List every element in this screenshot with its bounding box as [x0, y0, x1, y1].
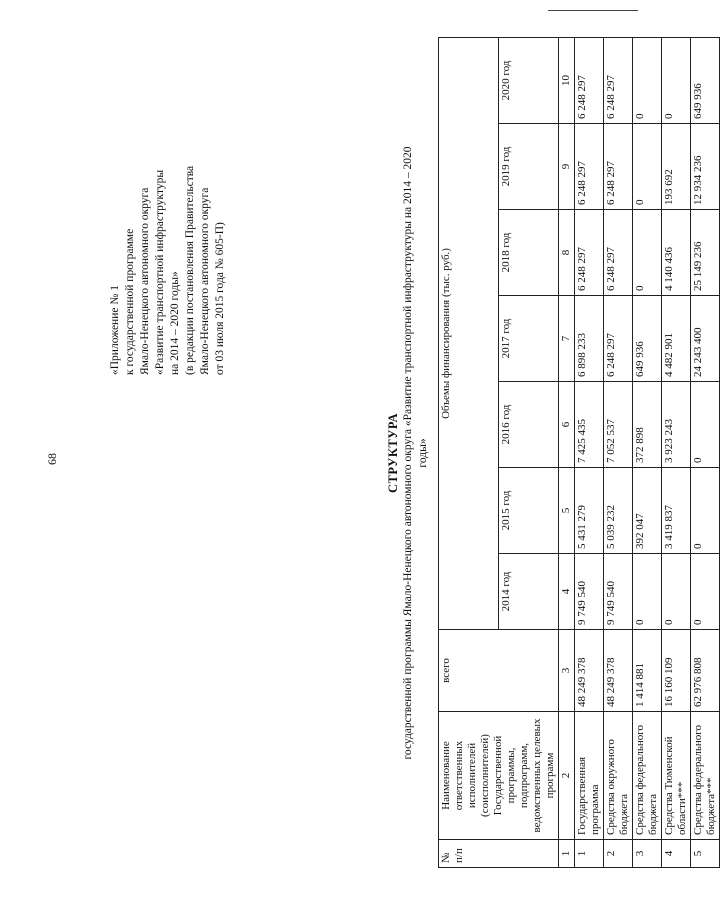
row-value: 9 749 540 — [575, 554, 604, 630]
appendix-line: (в редакции постановления Правительства — [184, 165, 196, 375]
column-index: 6 — [559, 382, 575, 468]
appendix-line: «Развитие транспортной инфраструктуры — [154, 169, 166, 375]
row-num: 5 — [691, 840, 720, 868]
row-value: 3 923 243 — [662, 382, 691, 468]
row-value: 6 248 297 — [604, 210, 633, 296]
row-value: 25 149 236 — [691, 210, 720, 296]
row-value: 0 — [662, 554, 691, 630]
row-num: 4 — [662, 840, 691, 868]
row-value: 649 936 — [691, 37, 720, 123]
row-value: 9 749 540 — [604, 554, 633, 630]
rotated-page — [18, 18, 717, 888]
row-value: 6 248 297 — [575, 124, 604, 210]
header-rule — [548, 10, 638, 11]
financing-table — [438, 37, 720, 868]
row-value: 6 248 297 — [604, 296, 633, 382]
row-value: 392 047 — [633, 468, 662, 554]
row-value: 649 936 — [633, 296, 662, 382]
header-year: 2014 год — [499, 554, 559, 630]
appendix-line: к государственной программе — [124, 228, 136, 375]
document-title — [386, 18, 431, 888]
row-value: 0 — [633, 554, 662, 630]
row-num: 3 — [633, 840, 662, 868]
appendix-line: от 03 июля 2015 года № 605-П) — [214, 222, 226, 375]
row-value: 4 140 436 — [662, 210, 691, 296]
header-name: Наименование ответственных исполнителей (соисполнителей) Государственной программы, подпрограмм, ведомственных целевых программ — [439, 712, 559, 840]
row-value: 6 248 297 — [575, 37, 604, 123]
row-value: 0 — [662, 37, 691, 123]
header-year: 2016 год — [499, 382, 559, 468]
title-subtitle: государственной программы Ямало-Ненецкого автономного округа «Развитие транспортной инфраструктуры на 2014 – 2020 годы» — [402, 146, 429, 760]
column-index: 5 — [559, 468, 575, 554]
row-name: Средства окружного бюджета — [604, 712, 633, 840]
column-index: 7 — [559, 296, 575, 382]
row-value: 0 — [633, 124, 662, 210]
row-num: 1 — [575, 840, 604, 868]
title-heading: СТРУКТУРА — [386, 413, 400, 494]
page-number: 68 — [45, 453, 59, 465]
column-index: 1 — [559, 840, 575, 868]
row-value: 0 — [633, 210, 662, 296]
header-year: 2017 год — [499, 296, 559, 382]
header-year: 2020 год — [499, 37, 559, 123]
row-name: Государственная программа — [575, 712, 604, 840]
row-value: 3 419 837 — [662, 468, 691, 554]
header-funding-group: Объемы финансирования (тыс. руб.) — [439, 37, 499, 629]
appendix-note — [108, 166, 228, 375]
row-value: 372 898 — [633, 382, 662, 468]
row-value: 48 249 378 — [604, 630, 633, 712]
row-value: 5 039 232 — [604, 468, 633, 554]
row-value: 6 248 297 — [575, 210, 604, 296]
header-year: 2019 год — [499, 124, 559, 210]
column-index-row — [559, 37, 575, 867]
row-value: 7 052 537 — [604, 382, 633, 468]
row-value: 48 249 378 — [575, 630, 604, 712]
appendix-line: Ямало-Ненецкого автономного округа — [199, 187, 211, 375]
header-year: 2015 год — [499, 468, 559, 554]
row-value: 0 — [691, 382, 720, 468]
header-year: 2018 год — [499, 210, 559, 296]
row-value: 0 — [633, 37, 662, 123]
appendix-line: Ямало-Ненецкого автономного округа — [139, 187, 151, 375]
column-index: 4 — [559, 554, 575, 630]
row-name: Средства Тюменской области*** — [662, 712, 691, 840]
row-value: 1 414 881 — [633, 630, 662, 712]
table-row — [633, 37, 662, 867]
row-name: Средства федерального бюджета*** — [691, 712, 720, 840]
row-value: 6 248 297 — [604, 124, 633, 210]
row-value: 24 243 400 — [691, 296, 720, 382]
row-value: 16 160 109 — [662, 630, 691, 712]
row-num: 2 — [604, 840, 633, 868]
row-value: 7 425 435 — [575, 382, 604, 468]
row-value: 0 — [691, 468, 720, 554]
appendix-line: «Приложение № 1 — [109, 285, 121, 375]
table-row — [604, 37, 633, 867]
row-value: 5 431 279 — [575, 468, 604, 554]
column-index: 3 — [559, 630, 575, 712]
table-row — [575, 37, 604, 867]
header-num: № п/п — [439, 840, 559, 868]
row-value: 4 482 901 — [662, 296, 691, 382]
row-value: 0 — [691, 554, 720, 630]
row-name: Средства федерального бюджета — [633, 712, 662, 840]
table-row — [662, 37, 691, 867]
row-value: 6 248 297 — [604, 37, 633, 123]
column-index: 9 — [559, 124, 575, 210]
appendix-line: на 2014 – 2020 годы» — [169, 271, 181, 375]
column-index: 8 — [559, 210, 575, 296]
row-value: 6 898 233 — [575, 296, 604, 382]
table-row — [691, 37, 720, 867]
header-total: всего — [439, 630, 559, 712]
row-value: 12 934 236 — [691, 124, 720, 210]
header-row — [439, 37, 499, 867]
row-value: 193 692 — [662, 124, 691, 210]
column-index: 10 — [559, 37, 575, 123]
row-value: 62 976 808 — [691, 630, 720, 712]
column-index: 2 — [559, 712, 575, 840]
